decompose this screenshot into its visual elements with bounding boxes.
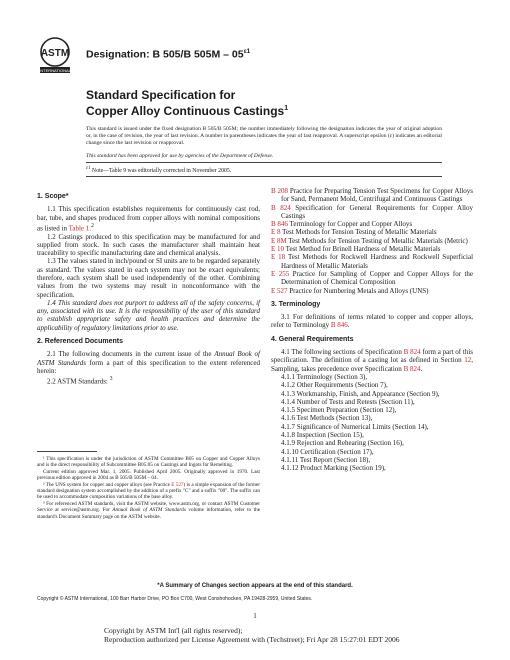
- list-item: 4.1.4 Number of Tests and Retests (Section 11),: [281, 397, 415, 406]
- paragraph-2-2: 2.2 ASTM Standards: $^3$: [47, 376, 113, 386]
- editorial-note: $^{\varepsilon 1}$ Note—Table 9 was editorially corrected in November 2005.: [86, 166, 232, 174]
- footnote-3: ³ For referenced ASTM standards, visit the ASTM website, www.astm.org, or contact ASTM Customer Service at service@astm.org. For Annual Book of ASTM Standards volume information, refer to the standard's Document Summary page on the ASTM website.: [37, 500, 261, 520]
- reference-item: E 8 Test Methods for Tension Testing of Metallic Materials: [271, 228, 437, 237]
- section-heading: 1. Scope*: [37, 193, 69, 200]
- referenced-documents-list: [271, 187, 473, 295]
- list-item: 4.1.2 Other Requirements (Section 7),: [281, 381, 388, 390]
- paragraph-1-4: 1.4 This standard does not purport to address all of the safety concerns, if any, associated with its use. It is the responsibility of the user of this standard to establish appropriate safety and health practices and determine the applicability of regulatory limitations prior to use.: [37, 298, 260, 332]
- reference-item: E 10 Test Method for Brinell Hardness of Metallic Materials: [271, 245, 441, 254]
- section-4-1-list: [271, 373, 473, 473]
- list-item: 4.1.12 Product Marking (Section 19),: [281, 464, 386, 473]
- section-heading: 2. Referenced Documents: [37, 338, 123, 346]
- reference-item: E 18 Test Methods for Rockwell Hardness and Rockwell Superficial Hardness of Metallic Materials: [271, 253, 474, 270]
- reference-item: E 255 Practice for Sampling of Copper and Copper Alloys for the Determination of Chemical Composition: [271, 269, 474, 287]
- astm-logo: [38, 36, 72, 76]
- reference-code-link[interactable]: B 824: [271, 203, 291, 212]
- list-item: 4.1.7 Significance of Numerical Limits (Section 14),: [281, 422, 429, 431]
- issuance-note: This standard is issued under the fixed designation B 505/B 505M; the number immediately following the designation indicates the year of original adoption or, in the case of revision, the year of last revision. A number in parentheses indicates the year of last reapproval. A superscript epsilon (ε) indicates an editorial change since the last revision or reapproval.: [86, 126, 442, 147]
- paragraph-1-3: 1.3 The values stated in inch/pound or SI units are to be regarded separately as standard. The values stated in each system may not be exact equivalents; therefore, each system shall be used independently of the other. Combining values from the two systems may result in nonconformance with the specification.: [37, 257, 260, 299]
- e527-link[interactable]: E 527: [171, 481, 184, 488]
- left-column: [37, 193, 260, 386]
- svg-text:INTERNATIONAL: INTERNATIONAL: [39, 68, 71, 73]
- paragraph-2-1: 2.1 The following documents in the current issue of the Annual Book of ASTM Standards form a part of this specification to the extent referenced herein:: [37, 350, 260, 375]
- reference-code-link[interactable]: E 8M: [271, 236, 287, 245]
- license-footer: Copyright by ASTM Int'l (all rights reserved); Reproduction authorized per License Agreement with (Techstreet); Fri Apr 28 15:27:01 EDT 2006: [104, 626, 400, 644]
- paragraph-4-1: 4.1 The following sections of Specification B 824 form a part of this specification. The definition of a casting lot as defined in Section 12, Sampling, takes precedence over Specification B 824.: [271, 348, 474, 373]
- reference-code-link[interactable]: E 255: [271, 269, 290, 278]
- reference-item: B 846 Terminology for Copper and Copper Alloys: [271, 220, 413, 229]
- paragraph-3-1: 3.1 For definitions of terms related to copper and copper alloys, refer to Terminology B 846.: [271, 313, 473, 330]
- table-1-link[interactable]: Table 1: [68, 224, 90, 233]
- list-item: 4.1.8 Inspection (Section 15),: [281, 431, 364, 440]
- b824-link[interactable]: B 824: [403, 364, 421, 373]
- b824-link[interactable]: B 824: [403, 348, 421, 357]
- reference-code-link[interactable]: E 527: [271, 286, 288, 295]
- right-column: [271, 187, 473, 473]
- reference-item: B 208 Practice for Preparing Tension Test Specimens for Copper Alloys for Sand, Permanent Mold, Centrifugal and Continuous Castings: [271, 187, 474, 204]
- designation: Designation: B 505/B $505M - 05^{\varepsilon 1}$: [86, 48, 251, 61]
- reference-code-link[interactable]: B 846: [271, 220, 288, 229]
- reference-code-link[interactable]: E 10: [271, 245, 285, 254]
- list-item: 4.1.10 Certification (Section 17),: [281, 447, 374, 456]
- list-item: 4.1.3 Workmanship, Finish, and Appearance (Section 9),: [281, 389, 440, 398]
- section-heading: 3. Terminology: [271, 300, 321, 308]
- footnote-2: ² The UNS system for copper and copper alloys (see Practice E 527) is a simple expansion of the former standard designation system accomplished by the addition of a prefix "C" and a suffix "00". The suffix can be used to accommodate composition variations of the base alloy.: [37, 481, 260, 501]
- list-item: 4.1.9 Rejection and Rehearing (Section 16),: [281, 439, 404, 448]
- reference-code-link[interactable]: E 8: [271, 228, 281, 237]
- section-12-link[interactable]: 12: [464, 356, 472, 365]
- reference-item: E 527 Practice for Numbering Metals and Alloys (UNS): [271, 286, 429, 295]
- b846-link[interactable]: B 846: [330, 321, 348, 330]
- footnotes: [37, 456, 260, 520]
- paragraph-1-2: 1.2 Castings produced to this specification may be manufactured for and supplied from stock. In such cases the manufacturer shall maintain heat traceability to specific manufacturing date and chemical analysis.: [37, 232, 260, 258]
- footnote-divider: [37, 451, 97, 452]
- list-item: 4.1.6 Test Methods (Section 13),: [281, 414, 373, 423]
- page-number: 1: [253, 612, 257, 620]
- footnote-1-edition: Current edition approved Mar. 1, 2005. Published April 2005. Originally approved in 1970. Last previous edition approved in 2004 as B 505/B 505M – 04.: [37, 468, 260, 482]
- summary-note: *A Summary of Changes section appears at the end of this standard.: [157, 583, 353, 589]
- section-heading: 4. General Requirements: [271, 335, 354, 343]
- copyright-line: Copyright © ASTM International, 100 Barr Harbor Drive, PO Box C700, West Conshohocken, PA 19428-2959, United States.: [37, 596, 313, 602]
- list-item: 4.1.11 Test Report (Section 18),: [281, 455, 371, 464]
- list-item: 4.1.5 Specimen Preparation (Section 12),: [281, 406, 397, 415]
- divider: [86, 162, 442, 163]
- page-title: Standard Specification for Copper Alloy Continuous Castings$^1$: [86, 88, 289, 118]
- divider: [86, 176, 442, 177]
- paragraph-1-1: 1.1 This specification establishes requirements for continuously cast rod, bar, tube, and shapes produced from copper alloys with nominal compositions as listed in Table 1.$^2$: [37, 205, 260, 233]
- list-item: 4.1.1 Terminology (Section 3),: [281, 372, 368, 381]
- reference-code-link[interactable]: E 18: [271, 253, 286, 262]
- svg-text:ASTM: ASTM: [40, 48, 70, 59]
- endorsement-note: This standard has been approved for use by agencies of the Department of Defense.: [86, 153, 274, 159]
- reference-code-link[interactable]: B 208: [271, 187, 288, 195]
- reference-item: E 8M Test Methods for Tension Testing of Metallic Materials (Metric): [271, 236, 468, 245]
- reference-item: B 824 Specification for General Requirements for Copper Alloy Castings: [271, 203, 473, 220]
- footnote-1: ¹ This specification is under the jurisdiction of ASTM Committee B05 on Copper and Copper Alloys and is the direct responsibility of Subcommittee B05.05 on Castings and Ingots for Remelting.: [37, 456, 260, 469]
